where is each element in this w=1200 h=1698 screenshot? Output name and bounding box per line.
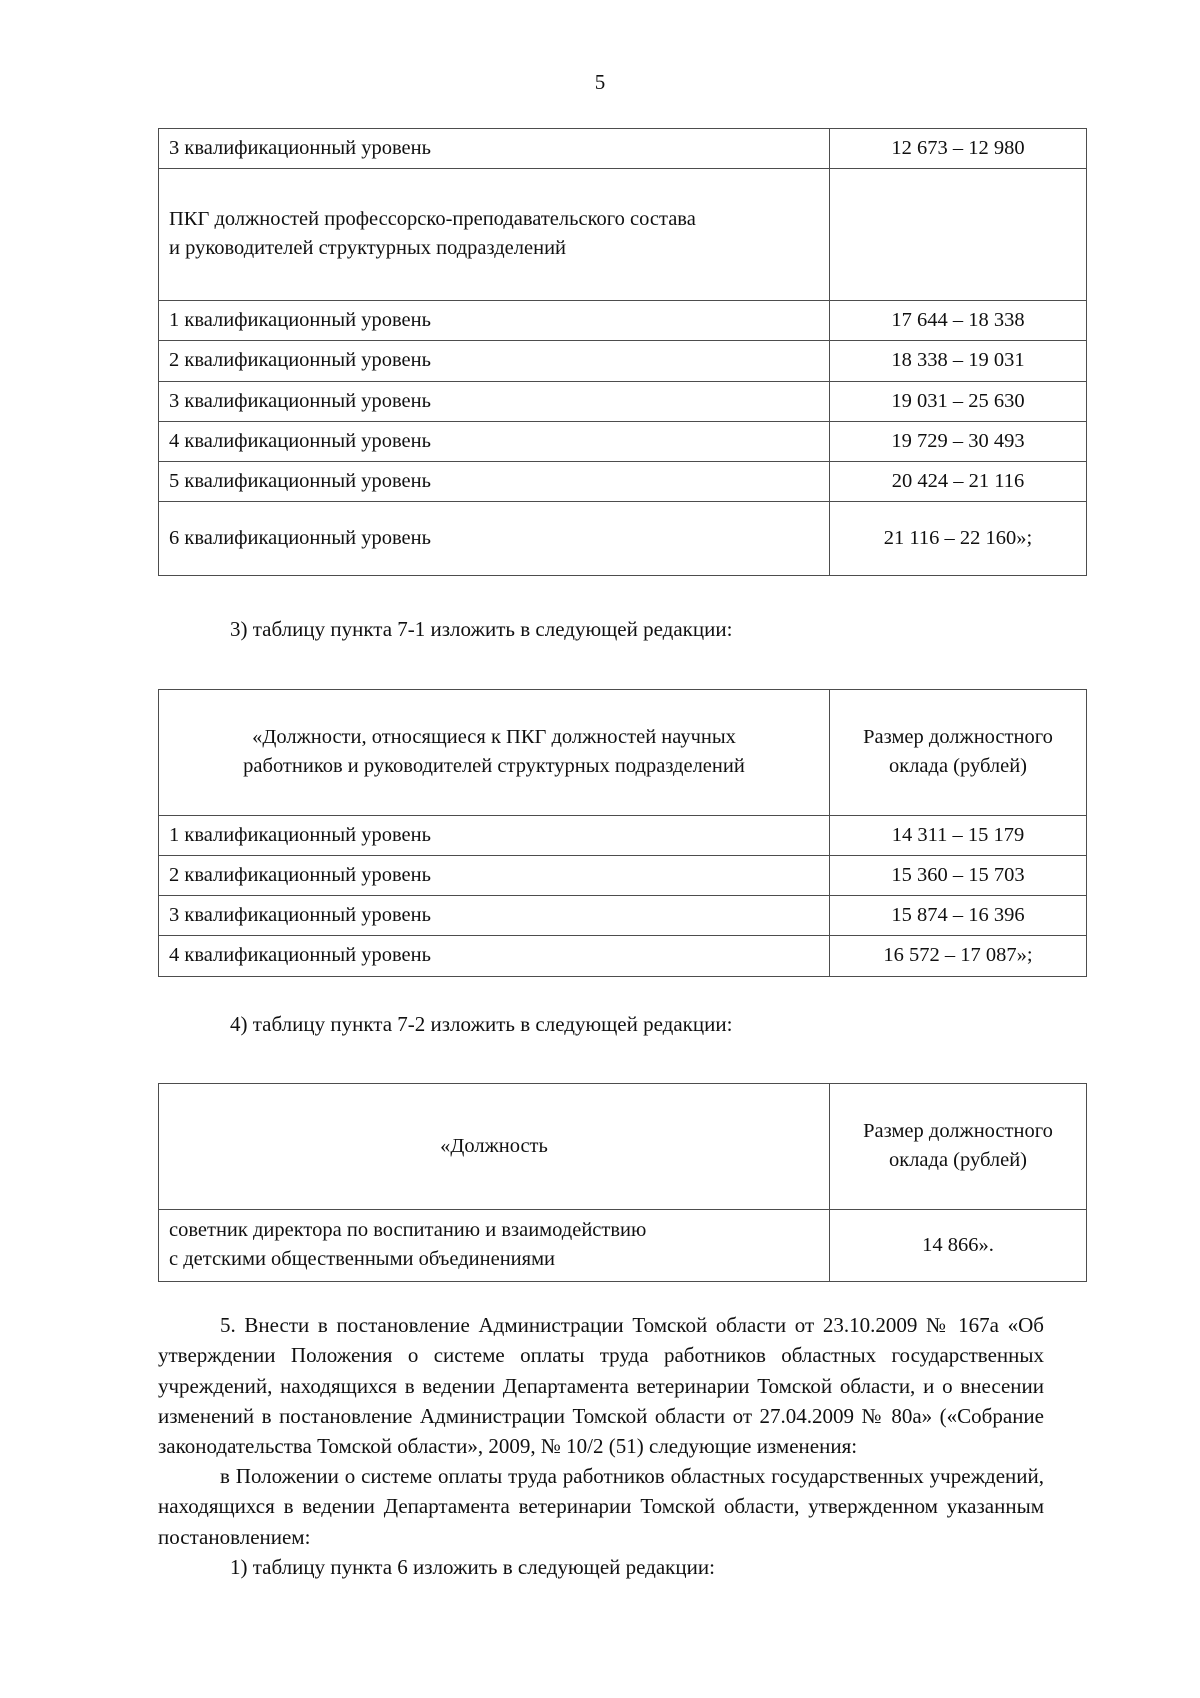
header-line1: Размер должностного [863, 725, 1053, 748]
cell-label-line2: с детскими общественными объединениями [169, 1247, 556, 1270]
table-row [159, 815, 1087, 855]
cell-value: 21 116 – 22 160»; [830, 502, 1087, 576]
header-cell-salary [830, 689, 1087, 815]
cell-value: 14 311 – 15 179 [830, 815, 1087, 855]
cell-label: 3 квалификационный уровень [159, 129, 830, 169]
table-row [159, 855, 1087, 895]
cell-label: 1 квалификационный уровень [159, 815, 830, 855]
page-number: 5 [594, 70, 606, 94]
page-content [158, 128, 1053, 1582]
cell-value: 14 866». [830, 1209, 1087, 1281]
header-line1: «Должности, относящиеся к ПКГ должностей научных [252, 725, 736, 748]
cell-label: 6 квалификационный уровень [159, 502, 830, 576]
cell-value: 15 874 – 16 396 [830, 896, 1087, 936]
cell-value: 18 338 – 19 031 [830, 341, 1087, 381]
header-line1: Размер должностного [863, 1119, 1053, 1142]
cell-label: 3 квалификационный уровень [159, 896, 830, 936]
table-row [159, 169, 1087, 301]
cell-value: 19 729 – 30 493 [830, 421, 1087, 461]
cell-value: 19 031 – 25 630 [830, 381, 1087, 421]
table-row [159, 381, 1087, 421]
header-line2: оклада (рублей) [888, 754, 1028, 777]
table-row [159, 502, 1087, 576]
header-cell-salary [830, 1083, 1087, 1209]
table-header-row [159, 689, 1087, 815]
cell-value: 20 424 – 21 116 [830, 462, 1087, 502]
cell-label-line2: и руководителей структурных подразделений [169, 237, 567, 260]
table-header-row [159, 1083, 1087, 1209]
cell-label: 4 квалификационный уровень [159, 936, 830, 976]
cell-label-line1: советник директора по воспитанию и взаимодействию [169, 1218, 647, 1241]
table-row [159, 896, 1087, 936]
cell-label-line1: ПКГ должностей профессорско-преподавательского состава [169, 208, 696, 231]
header-cell-position: «Должность [159, 1083, 830, 1209]
table-row [159, 1209, 1087, 1281]
cell-value: 17 644 – 18 338 [830, 301, 1087, 341]
cell-label: 2 квалификационный уровень [159, 341, 830, 381]
table-row [159, 301, 1087, 341]
table-row [159, 936, 1087, 976]
cell-label: 5 квалификационный уровень [159, 462, 830, 502]
paragraph-item-5: 5. Внести в постановление Администрации Томской области от 23.10.2009 № 167а «Об утверждении Положения о системе оплаты труда работников областных государственных учреждений, находящихся в ведении Департамента ветеринарии Томской области, и о внесении изменений в постановление Администрации Томской области от 27.04.2009 № 80а» («Собрание законодательства Томской области», 2009, № 10/2 (51) следующие изменения: [158, 1313, 1044, 1458]
table-7-1 [158, 689, 1087, 977]
paragraph-item-3: 3) таблицу пункта 7-1 изложить в следующей редакции: [230, 617, 733, 642]
cell-value: 16 572 – 17 087»; [830, 936, 1087, 976]
cell-label: 1 квалификационный уровень [159, 301, 830, 341]
cell-label [159, 169, 830, 301]
table-row [159, 129, 1087, 169]
paragraph-item-4: 4) таблицу пункта 7-2 изложить в следующей редакции: [230, 1011, 733, 1036]
table-row [159, 341, 1087, 381]
cell-value: 12 673 – 12 980 [830, 129, 1087, 169]
paragraph-polozhenie: в Положении о системе оплаты труда работников областных государственных учреждений, находящихся в ведении Департамента ветеринарии Томской области, утвержденном указанным постановлением: [158, 1464, 1044, 1549]
cell-label: 2 квалификационный уровень [159, 855, 830, 895]
cell-value [830, 169, 1087, 301]
table-row [159, 462, 1087, 502]
paragraph-item-1: 1) таблицу пункта 6 изложить в следующей редакции: [230, 1554, 715, 1579]
header-line2: оклада (рублей) [888, 1148, 1028, 1171]
header-line2: работников и руководителей структурных подразделений [243, 754, 745, 777]
cell-label: 4 квалификационный уровень [159, 421, 830, 461]
table-pkg-continuation [158, 128, 1087, 576]
cell-label: 3 квалификационный уровень [159, 381, 830, 421]
cell-value: 15 360 – 15 703 [830, 855, 1087, 895]
cell-label [159, 1209, 830, 1281]
table-7-2 [158, 1083, 1087, 1282]
table-row [159, 421, 1087, 461]
header-cell-position [159, 689, 830, 815]
